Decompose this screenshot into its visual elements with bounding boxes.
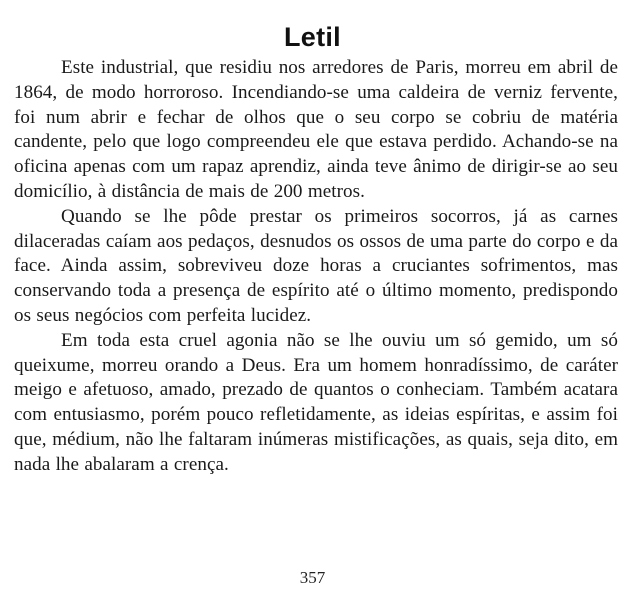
paragraph-1: Este industrial, que residiu nos arredores de Paris, morreu em abril de 1864, de modo horroroso. Incendiando-se uma caldeira de verniz fervente, foi num abrir e fechar de olhos que o seu corpo se cobriu de matéria candente, pelo que logo compreendeu ele que estava perdido. Achando-se na oficina apenas com um rapaz aprendiz, ainda teve ânimo de dirigir-se ao seu domicílio, à distância de mais de 200 metros.: [14, 57, 618, 202]
paragraph-3: Em toda esta cruel agonia não se lhe ouviu um só gemido, um só queixume, morreu orando a Deus. Era um homem honradíssimo, de caráter meigo e afetuoso, amado, prezado de quantos o conheciam. Também acatara com entusiasmo, porém pouco refletidamente, as ideias espíritas, e assim foi que, médium, não lhe faltaram inúmeras mistificações, as quais, seja dito, em nada lhe abalaram a crença.: [14, 329, 618, 475]
paragraph-2: Quando se lhe pôde prestar os primeiros socorros, já as carnes dilaceradas caíam aos pedaços, desnudos os ossos de uma parte do corpo e da face. Ainda assim, sobreviveu doze horas a cruciantes sofrimentos, mas conservando toda a presença de espírito até o último momento, predispondo os seus negócios com perfeita lucidez.: [14, 205, 618, 326]
body-text: [14, 56, 618, 478]
chapter-title: Letil: [283, 22, 341, 53]
page-number: 357: [299, 568, 326, 587]
